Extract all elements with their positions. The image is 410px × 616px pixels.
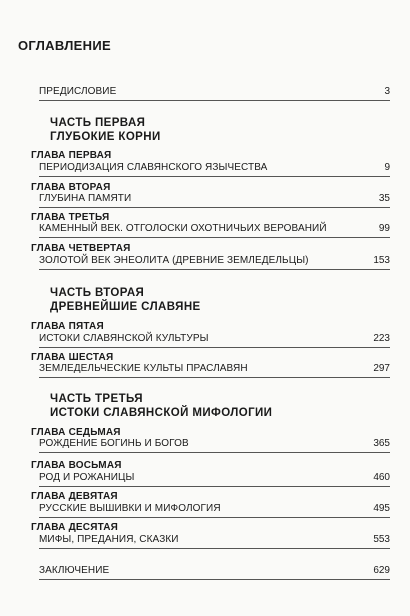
divider [39,377,390,378]
toc-entry-label: КАМЕННЫЙ ВЕК. ОТГОЛОСКИ ОХОТНИЧЬИХ ВЕРОВАНИЙ [39,223,327,234]
part-title-line: ДРЕВНЕЙШИЕ СЛАВЯНЕ [50,301,201,313]
toc-entry-ch8[interactable] [39,471,390,484]
chapter-heading: ГЛАВА ЧЕТВЕРТАЯ [31,243,131,254]
chapter-heading: ГЛАВА ВТОРАЯ [31,182,111,193]
page-title: ОГЛАВЛЕНИЕ [18,38,111,53]
toc-entry-label: РОЖДЕНИЕ БОГИНЬ И БОГОВ [39,438,189,449]
toc-entry-label: РУССКИЕ ВЫШИВКИ И МИФОЛОГИЯ [39,503,221,514]
toc-entry-label: ПРЕДИСЛОВИЕ [39,86,117,97]
toc-entry-page: 99 [378,223,390,234]
divider [39,100,390,101]
toc-entry-page: 553 [373,534,390,545]
toc-entry-label: ЗАКЛЮЧЕНИЕ [39,565,110,576]
chapter-heading: ГЛАВА ДЕСЯТАЯ [31,522,119,533]
divider [39,207,390,208]
toc-entry-ch5[interactable] [39,332,390,345]
part-title [50,286,201,314]
divider [39,269,390,270]
toc-entry-page: 495 [373,503,390,514]
toc-entry-label: ГЛУБИНА ПАМЯТИ [39,193,132,204]
divider [39,579,390,580]
part-title-line: ЧАСТЬ ТРЕТЬЯ [50,393,143,405]
toc-entry-page: 35 [378,193,390,204]
part-title-line: ГЛУБОКИЕ КОРНИ [50,131,161,143]
toc-entry-ch2[interactable] [39,192,390,205]
divider [39,486,390,487]
toc-entry-ch6[interactable] [39,362,390,375]
toc-entry-ch7[interactable] [39,437,390,450]
divider [39,548,390,549]
divider [39,517,390,518]
chapter-heading: ГЛАВА ДЕВЯТАЯ [31,491,118,502]
chapter-heading: ГЛАВА СЕДЬМАЯ [31,427,121,438]
toc-entry-ch9[interactable] [39,502,390,515]
toc-entry-page: 3 [384,86,390,97]
toc-entry-label: РОД И РОЖАНИЦЫ [39,472,135,483]
toc-entry-page: 365 [373,438,390,449]
toc-entry-label: ЗОЛОТОЙ ВЕК ЭНЕОЛИТА (ДРЕВНИЕ ЗЕМЛЕДЕЛЬЦЫ) [39,255,309,266]
toc-entry-label: ИСТОКИ СЛАВЯНСКОЙ КУЛЬТУРЫ [39,333,209,344]
chapter-heading: ГЛАВА ТРЕТЬЯ [31,212,110,223]
toc-entry-page: 629 [373,565,390,576]
chapter-heading: ГЛАВА ВОСЬМАЯ [31,460,122,471]
toc-entry-label: МИФЫ, ПРЕДАНИЯ, СКАЗКИ [39,534,179,545]
toc-entry-page: 223 [373,333,390,344]
divider [39,347,390,348]
toc-entry-page: 153 [373,255,390,266]
toc-entry-page: 9 [384,162,390,173]
toc-entry-page: 297 [373,363,390,374]
toc-entry-ch10[interactable] [39,533,390,546]
toc-entry-preface[interactable] [39,85,390,98]
chapter-heading: ГЛАВА ПЯТАЯ [31,321,104,332]
part-title-line: ИСТОКИ СЛАВЯНСКОЙ МИФОЛОГИИ [50,407,273,419]
chapter-heading: ГЛАВА ШЕСТАЯ [31,352,114,363]
toc-entry-label: ЗЕМЛЕДЕЛЬЧЕСКИЕ КУЛЬТЫ ПРАСЛАВЯН [39,363,248,374]
divider [39,452,390,453]
toc-entry-label: ПЕРИОДИЗАЦИЯ СЛАВЯНСКОГО ЯЗЫЧЕСТВА [39,162,268,173]
toc-entry-page: 460 [373,472,390,483]
toc-entry-ch3[interactable] [39,222,390,235]
divider [39,237,390,238]
divider [39,176,390,177]
toc-entry-ch4[interactable] [39,254,390,267]
part-title-line: ЧАСТЬ ПЕРВАЯ [50,117,146,129]
part-title-line: ЧАСТЬ ВТОРАЯ [50,287,145,299]
chapter-heading: ГЛАВА ПЕРВАЯ [31,150,112,161]
part-title [50,116,161,144]
part-title [50,392,272,420]
toc-entry-conclusion[interactable] [39,564,390,577]
toc-entry-ch1[interactable] [39,161,390,174]
